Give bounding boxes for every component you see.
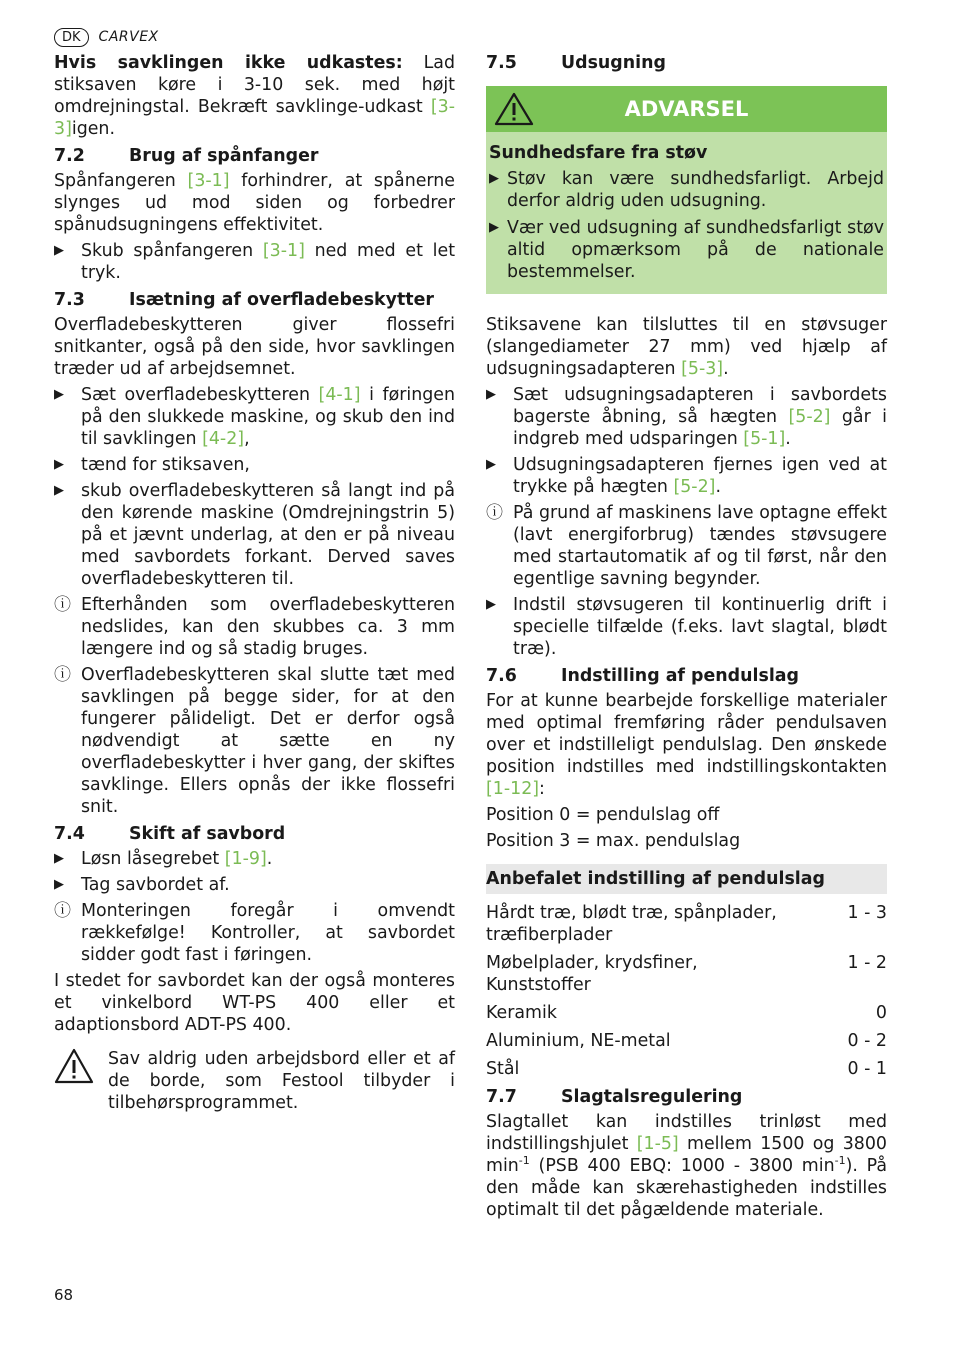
ref-link[interactable]: [4-1] — [318, 385, 361, 405]
list-item: ▶ skub overfladebeskytteren så langt ind på den kørende maskine (Omdrejningstrin 5) på et jævnt underlag, at den er på niveau med savbordets forkant. Derved saves overfladebeskytteren til. — [54, 481, 455, 589]
section-heading-7-4: 7.4 Skift af savbord — [54, 824, 286, 844]
ref-link[interactable]: [4-2] — [202, 429, 245, 449]
ref-link[interactable]: [5-2] — [788, 407, 831, 427]
section-heading-7-5: 7.5 Udsugning — [486, 53, 666, 73]
ref-link[interactable]: [5-3] — [681, 359, 724, 379]
paragraph: Stiksavene kan tilsluttes til en støvsuger (slangediameter 27 mm) ved hjælp af udsugningsadapteren [5-3]. — [486, 315, 887, 379]
arrow-bullet-icon: ▶ — [489, 171, 499, 186]
warning-note: Sav aldrig uden arbejdsbord eller et af de borde, som Festool tilbyder i tilbehørsprogrammet. — [54, 1048, 455, 1114]
table-row: Møbelplader, krydsfiner, Kunststoffer 1 - 2 — [486, 953, 887, 995]
list-item: ▶ Løsn låsegrebet [1-9]. — [54, 849, 273, 869]
warning-box-header — [486, 86, 887, 132]
ref-link[interactable]: [1-9] — [224, 849, 267, 869]
arrow-bullet-icon: ▶ — [54, 483, 64, 498]
ref-link[interactable]: [3-1] — [187, 171, 230, 191]
arrow-bullet-icon: ▶ — [54, 243, 64, 258]
info-icon: ⓘ — [486, 503, 503, 523]
warning-subtitle: Sundhedsfare fra støv — [489, 143, 708, 163]
language-badge: DK — [54, 28, 89, 47]
warning-title: ADVARSEL — [624, 97, 749, 121]
paragraph: Spånfangeren [3-1] forhindrer, at spånerne slynges ud mod siden og forbedrer spånudsugningens effektivitet. — [54, 171, 455, 235]
arrow-bullet-icon: ▶ — [54, 877, 64, 892]
info-item: ⓘ Overfladebeskytteren skal slutte tæt med savklingen på begge sider, for at den fungerer pålideligt. Det er derfor også nødvendigt at sætte en ny overfladebeskytter i hver gang, der skiftes savklinge. Ellers opnås der ikke flossefri snit. — [54, 665, 455, 817]
warning-triangle-icon — [54, 1048, 108, 1114]
ref-link[interactable]: [1-12] — [486, 779, 540, 799]
ref-link[interactable]: [3-1] — [262, 241, 305, 261]
info-item: ⓘ Monteringen foregår i omvendt rækkefølge! Kontroller, at savbordet sidder godt fast i føringen. — [54, 901, 455, 965]
arrow-bullet-icon: ▶ — [489, 220, 499, 235]
ref-link[interactable]: [3-3] — [54, 97, 455, 139]
paragraph: Slagtallet kan indstilles trinløst med indstillingshjulet [1-5] mellem 1500 og 3800 $\min^{-1} (PSB$ 400 EBQ: 1000 - 3800 $\min^{-1}$). På den måde kan skærehastigheden indstilles optimalt til det pågældende materiale. — [486, 1112, 887, 1220]
paragraph: Overfladebeskytteren giver flossefri snitkanter, også på den side, hvor savklingen træder ud af arbejdsemnet. — [54, 315, 455, 379]
list-item: ▶ Støv kan være sundhedsfarligt. Arbejd derfor aldrig uden udsugning. — [489, 169, 884, 211]
info-item: ⓘ Efterhånden som overfladebeskytteren nedslides, kan den skubbes ca. 3 mm længere ind og så stadig bruges. — [54, 595, 455, 659]
list-item: ▶ Sæt udsugningsadapteren i savbordets bagerste åbning, så hægten [5-2] går i indgreb med udsparingen [5-1]. — [486, 385, 888, 449]
warning-box — [486, 86, 887, 294]
list-item: ▶ Vær ved udsugning af sundhedsfarligt støv altid opmærksom på de nationale bestemmelser. — [489, 218, 884, 282]
right-column — [486, 52, 887, 1225]
table-row: Hårdt træ, blødt træ, spånplader, træfiberplader 1 - 3 — [486, 903, 887, 945]
arrow-bullet-icon: ▶ — [54, 387, 64, 402]
section-heading-7-2: 7.2 Brug af spånfanger — [54, 146, 319, 166]
warning-triangle-icon — [494, 92, 534, 132]
section-heading-7-6: 7.6 Indstilling af pendulslag — [486, 666, 799, 686]
info-item: ⓘ På grund af maskinens lave optagne effekt (lavt energiforbrug) tændes støvsugere med startautomatik af og til først, når den egentlige savning begynder. — [486, 503, 887, 589]
paragraph: For at kunne bearbejde forskellige materialer med optimal fremføring råder pendulsaven over et indstilleligt pendulslag. Den ønskede position indstilles med indstillingskontakten [1-12]: — [486, 691, 887, 799]
product-name: CARVEX — [98, 29, 159, 45]
page-number: 68 — [54, 1286, 74, 1304]
page-header — [54, 26, 159, 48]
list-item: ▶ Skub spånfangeren [3-1] ned med et let tryk. — [54, 241, 456, 283]
intro-bold: Hvis savklingen ikke udkastes: — [54, 53, 403, 73]
list-item: ▶ tænd for stiksaven, — [54, 455, 250, 475]
intro-paragraph: Hvis savklingen ikke udkastes: Lad stiksaven køre i 3-10 sek. med højt omdrejningstal. Bekræft savklinge-udkast [3-3]igen. — [54, 53, 455, 139]
section-heading-7-7: 7.7 Slagtalsregulering — [486, 1087, 743, 1107]
paragraph: I stedet for savbordet kan der også monteres et vinkelbord WT-PS 400 eller et adaptionsbord ADT-PS 400. — [54, 971, 455, 1035]
list-item: ▶ Udsugningsadapteren fjernes igen ved at trykke på hægten [5-2]. — [486, 455, 887, 497]
info-icon: ⓘ — [54, 665, 71, 685]
table-row: Aluminium, NE-metal 0 - 2 — [486, 1031, 887, 1051]
table-title: Anbefalet indstilling af pendulslag — [486, 864, 887, 894]
ref-link[interactable]: [5-1] — [743, 429, 786, 449]
arrow-bullet-icon: ▶ — [54, 457, 64, 472]
section-heading-7-3: 7.3 Isætning af overfladebeskytter — [54, 290, 434, 310]
arrow-bullet-icon: ▶ — [486, 387, 496, 402]
table-row: Keramik 0 — [486, 1003, 887, 1023]
left-column — [54, 52, 455, 1114]
list-item: ▶ Indstil støvsugeren til kontinuerlig drift i specielle tilfælde (f.eks. lavt slagtal, blødt træ). — [486, 595, 887, 659]
position-line: Position 0 = pendulslag off — [486, 805, 720, 825]
arrow-bullet-icon: ▶ — [486, 597, 496, 612]
ref-link[interactable]: [1-5] — [636, 1134, 679, 1154]
ref-link[interactable]: [5-2] — [673, 477, 716, 497]
table-row: Stål 0 - 1 — [486, 1059, 887, 1079]
list-item: ▶ Tag savbordet af. — [54, 875, 230, 895]
settings-table — [486, 902, 887, 1080]
info-icon: ⓘ — [54, 901, 71, 921]
arrow-bullet-icon: ▶ — [486, 457, 496, 472]
position-line: Position 3 = max. pendulslag — [486, 831, 741, 851]
warning-box-body — [486, 132, 887, 294]
list-item: ▶ Sæt overfladebeskytteren [4-1] i føringen på den slukkede maskine, og skub den ind til savklingen [4-2], — [54, 385, 455, 449]
info-icon: ⓘ — [54, 595, 71, 615]
arrow-bullet-icon: ▶ — [54, 851, 64, 866]
